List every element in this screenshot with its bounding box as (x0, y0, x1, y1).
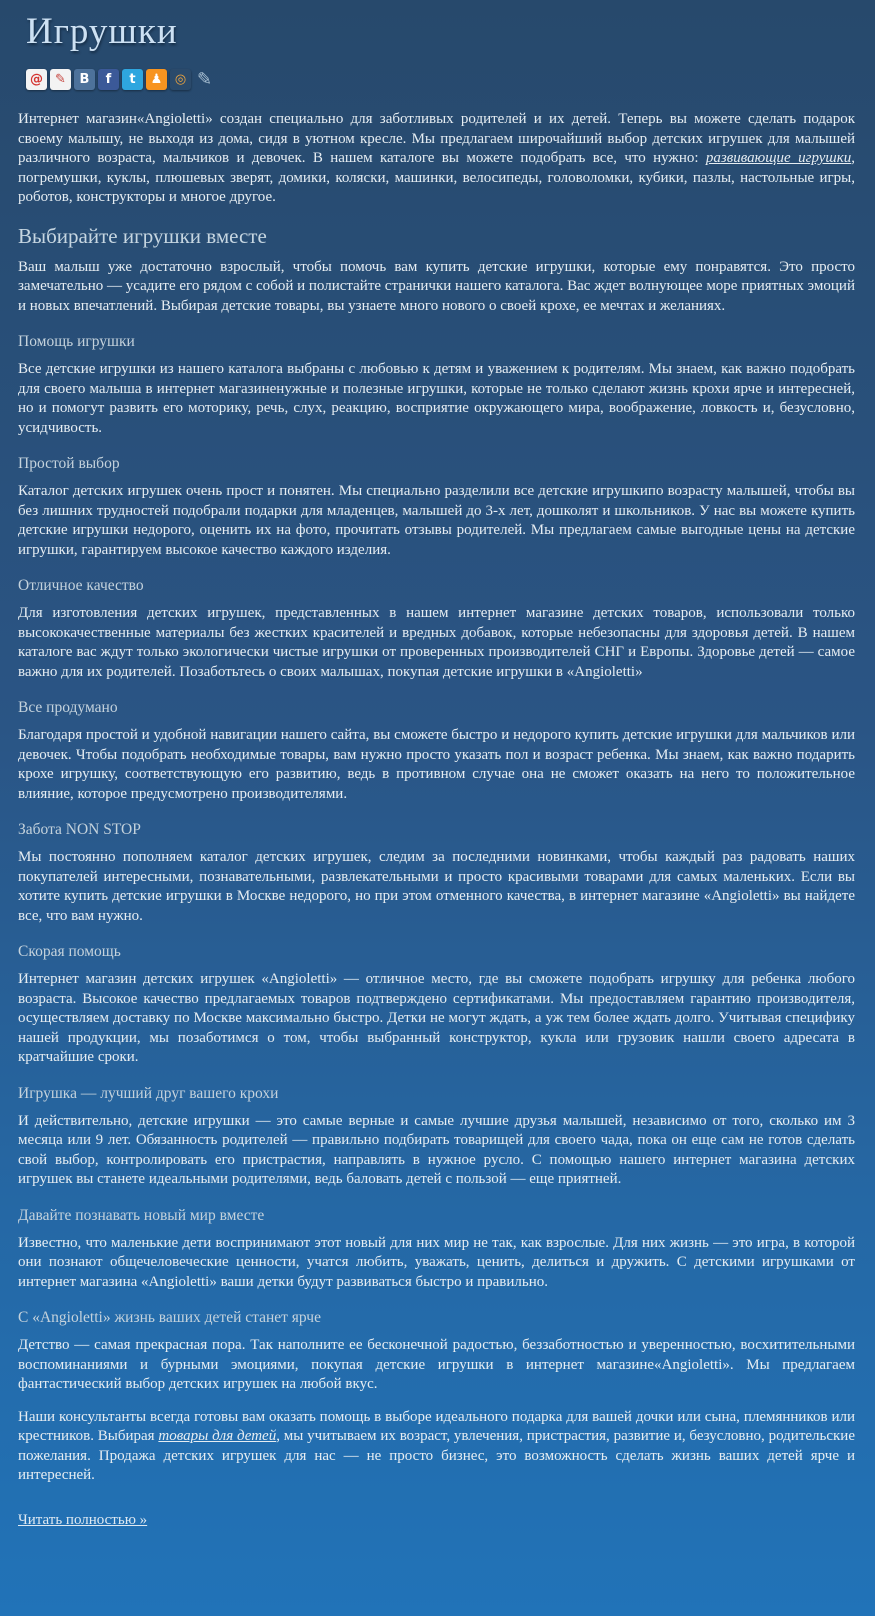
paragraph: Ваш малыш уже достаточно взрослый, чтобы помочь вам купить детские игрушки, которые ему понравятся. Это просто замечательно — усадите его рядом с собой и полистайте странички нашего каталога. Вас ждет волнующее море приятных эмоций и новых впечатлений. Выбирая детские товары, вы узнаете много нового о своей крохе, ее мечтах и желаниях. (18, 258, 855, 314)
livejournal-icon[interactable]: ✎ (50, 69, 71, 90)
pen-icon[interactable]: ✎ (196, 68, 213, 90)
twitter-icon[interactable]: t (122, 69, 143, 90)
paragraph: Интернет магазин детских игрушек «Angioletti» — отличное место, где вы сможете подобрать игрушку для ребенка любого возраста. Высокое качество предлагаемых товаров подтверждено сертификатами. Мы предоставляем гарантию производителя, осуществляем доставку по Москве максимально быстро. Детки не могут ждать, а уж тем более ждать долго. Учитывая специфику нашей продукции, мы позаботимся о том, чтобы выбранный конструктор, кукла или грузовик нашли своего адресата в кратчайшие сроки. (18, 971, 855, 1065)
read-more-link[interactable]: Читать полностью » (18, 1511, 148, 1528)
section-heading: Скорая помощь (18, 943, 121, 960)
facebook-icon[interactable]: f (98, 69, 119, 90)
paragraph: Все детские игрушки из нашего каталога выбраны с любовью к детям и уважением к родителям. Мы знаем, как важно подобрать для своего малыша в интернет магазиненужные и полезные игрушки, которые не только сделают жизнь крохи ярче и интересней, но и помогут развить его моторику, речь, слух, реакцию, восприятие окружающего мира, воображение, ловкость и, безусловно, усидчивость. (18, 361, 855, 436)
inline-link[interactable]: развивающие игрушки (705, 150, 852, 166)
section-heading: Игрушка — лучший друг вашего крохи (18, 1084, 279, 1102)
paragraph: Детство — самая прекрасная пора. Так наполните ее бесконечной радостью, беззаботностью и уверенностью, восхитительными воспоминаниями и бурными эмоциями, покупая детские игрушки в интернет магазине«Angioletti». Мы предлагаем фантастический выбор детских игрушек на любой вкус. (18, 1337, 855, 1392)
paragraph: Каталог детских игрушек очень прост и понятен. Мы специально разделили все детские игрушкипо возрасту малышей, чтобы вы без лишних трудностей подобрали подарки для младенцев, малышей до 3-х лет, дошколят и школьников. У нас вы можете купить детские игрушки недорого, оценить их на фото, прочитать отзывы родителей. Мы предлагаем самые выгодные цены на детские игрушки, гарантируем высокое качество каждого изделия. (18, 483, 855, 558)
section-heading: Все продумано (18, 699, 118, 716)
paragraph: И действительно, детские игрушки — это самые верные и самые лучшие друзья малышей, независимо от того, сколько им 3 месяца или 9 лет. Обязанность родителей — правильно подбирать товарищей для своего чада, пока он еще сам не готов сделать свой выбор, контролировать его пристрастия, направлять в нужное русло. С помощью нашего интернет магазина детских игрушек вы станете идеальными родителями, ведь баловать детей с пользой — еще приятней. (18, 1112, 855, 1187)
section-heading: Простой выбор (18, 455, 120, 472)
section-heading: Выбирайте игрушки вместе (18, 223, 267, 248)
section-heading: С «Angioletti» жизнь ваших детей станет ярче (18, 1309, 321, 1326)
paragraph: Благодаря простой и удобной навигации нашего сайта, вы сможете быстро и недорого купить детские игрушки для мальчиков или девочек. Чтобы подобрать необходимые товары, вам нужно просто указать пол и возраст ребенка. Мы знаем, как важно подарить крохе игрушку, соответствующую его развитию, ведь в противном случае она не сможет оказать на него то положительное влияние, которое предусмотрено производителями. (18, 727, 855, 802)
odnoklassniki-icon[interactable]: ♟ (146, 69, 167, 90)
ya-ru-icon[interactable]: ◎ (170, 69, 191, 90)
social-row (26, 69, 855, 90)
vk-icon[interactable]: В (74, 69, 95, 90)
page-title: Игрушки (26, 11, 178, 52)
paragraph: Для изготовления детских игрушек, представленных в нашем интернет магазине детских товаров, использовали только высококачественные материалы без жестких красителей и вредных добавок, которые небезопасны для здоровья детей. В нашем каталоге вас ждут только экологически чистые игрушки от проверенных производителей СНГ и Европы. Здоровье детей — самое важно для их родителей. Позаботьтесь о своих малышах, покупая детские игрушки в «Angioletti» (18, 605, 855, 680)
paragraph: Известно, что маленькие дети воспринимают этот новый для них мир не так, как взрослые. Для них жизнь — это игра, в которой они познают общечеловеческие ценности, учатся любить, уважать, ценить, делиться и дружить. С детскими игрушками от интернет магазина «Angioletti» ваши детки будут развиваться быстро и правильно. (18, 1234, 855, 1290)
inline-link[interactable]: товары для детей (158, 1428, 277, 1444)
section-heading: Забота NON STOP (18, 821, 141, 838)
section-heading: Давайте познавать новый мир вместе (18, 1206, 265, 1224)
mailru-icon[interactable]: @ (26, 69, 47, 90)
section-heading: Отличное качество (18, 577, 144, 594)
paragraph: Наши консультанты всегда готовы вам оказать помощь в выборе идеального подарка для вашей дочки или сына, племянников или крестников. Выбирая товары для детей, мы учитываем их возраст, увлечения, пристрастия, развитие и, безусловно, родительские пожелания. Продажа детских игрушек для нас — не просто бизнес, это возможность сделать жизнь ваших детей ярче и интересней. (18, 1408, 855, 1483)
section-heading: Помощь игрушки (18, 333, 135, 350)
paragraph: Мы постоянно пополняем каталог детских игрушек, следим за последними новинками, чтобы каждый раз радовать наших покупателей интересными, познавательными, развлекательными и просто красивыми товарами для самых маленьких. Если вы хотите купить детские игрушки в Москве недорого, но при этом отменного качества, в интернет магазине «Angioletti» вы найдете все, что вам нужно. (18, 849, 855, 924)
article-body (18, 110, 855, 1486)
paragraph: Интернет магазин«Angioletti» создан специально для заботливых родителей и их детей. Теперь вы можете сделать подарок своему малышу, не выходя из дома, сидя в уютном кресле. Мы предлагаем широчайший выбор детских игрушек для малышей различного возраста, мальчиков и девочек. В нашем каталоге вы можете подобрать все, что нужно: развивающие игрушки, погремушки, куклы, плюшевых зверят, домики, коляски, машинки, велосипеды, головоломки, кубики, пазлы, настольные игры, роботов, конструкторы и многое другое. (18, 111, 855, 205)
